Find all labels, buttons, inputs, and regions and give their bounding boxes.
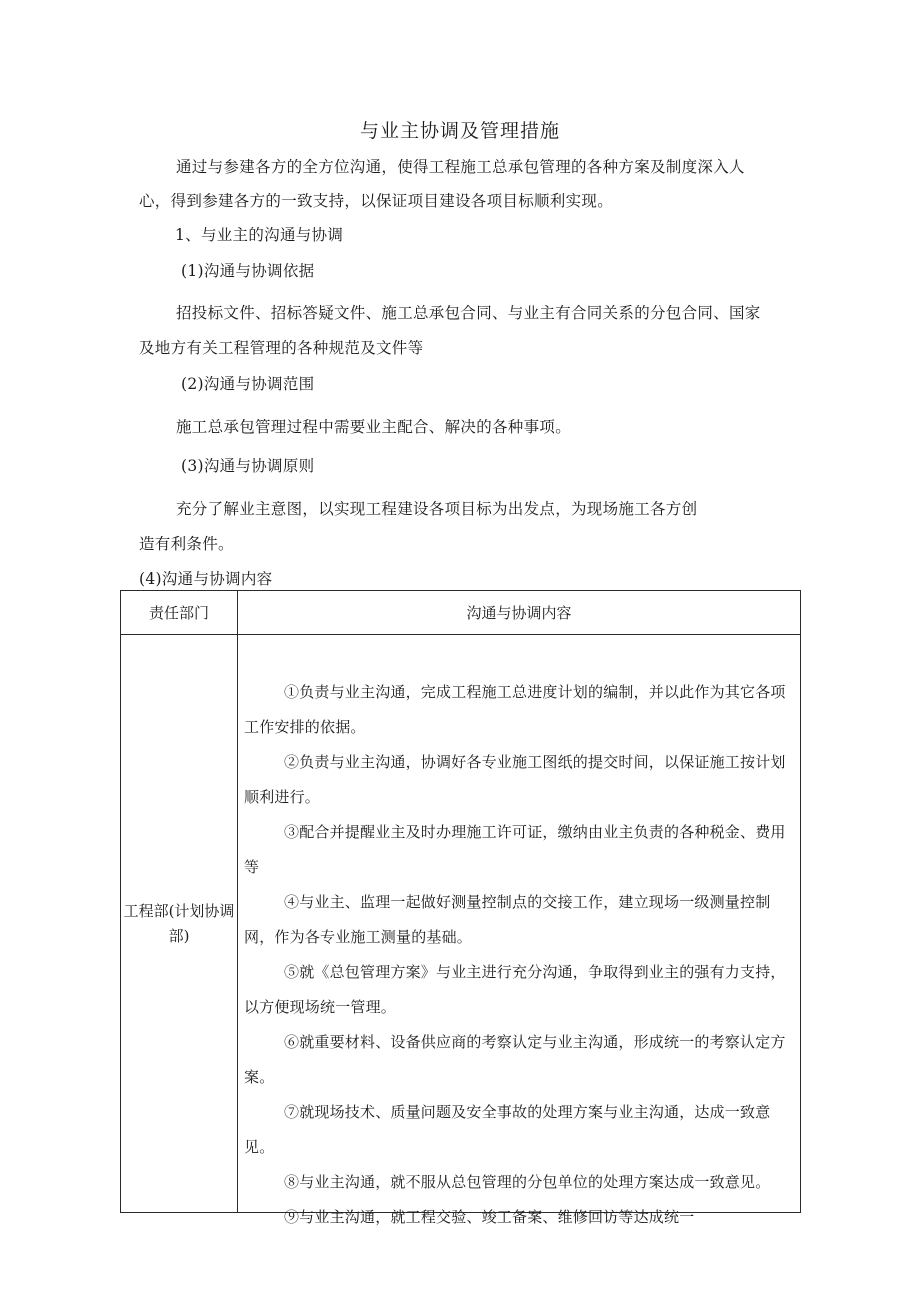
subsection-1-line-2: 及地方有关工程管理的各种规范及文件等 <box>139 339 424 357</box>
list-item: ④与业主、监理一起做好测量控制点的交接工作，建立现场一级测量控制网，作为各专业施工测量的基础。 <box>244 893 771 946</box>
table-row <box>121 635 801 1213</box>
document-title: 与业主协调及管理措施 <box>359 120 560 142</box>
subsection-2-heading: (2)沟通与协调范围 <box>181 375 315 393</box>
header-content: 沟通与协调内容 <box>238 591 801 635</box>
list-item: ⑥就重要材料、设备供应商的考察认定与业主沟通，形成统一的考察认定方案。 <box>244 1033 786 1086</box>
subsection-1-line-1: 招投标文件、招标答疑文件、施工总承包合同、与业主有合同关系的分包合同、国家 <box>176 304 761 322</box>
list-item: ⑦就现场技术、质量问题及安全事故的处理方案与业主沟通，达成一致意见。 <box>244 1103 771 1156</box>
content-list <box>238 635 800 1226</box>
table-header-row <box>121 591 801 635</box>
intro-line-1: 通过与参建各方的全方位沟通，使得工程施工总承包管理的各种方案及制度深入人 <box>176 158 745 176</box>
list-item: ③配合并提醒业主及时办理施工许可证，缴纳由业主负责的各种税金、费用等 <box>244 823 786 876</box>
subsection-2-text: 施工总承包管理过程中需要业主配合、解决的各种事项。 <box>176 418 572 436</box>
subsection-1-heading: (1)沟通与协调依据 <box>181 262 315 280</box>
coordination-table <box>120 590 801 1226</box>
list-item: ②负责与业主沟通，协调好各专业施工图纸的提交时间，以保证施工按计划顺利进行。 <box>244 753 786 806</box>
content-cell <box>238 635 801 1226</box>
list-item: ①负责与业主沟通，完成工程施工总进度计划的编制，并以此作为其它各项工作安排的依据。 <box>244 683 786 736</box>
department-cell: 工程部(计划协调部) <box>121 635 238 1213</box>
subsection-4-heading: (4)沟通与协调内容 <box>139 570 273 588</box>
list-item: ⑨与业主沟通，就工程交验、竣工备案、维修回访等达成统一 <box>284 1208 695 1226</box>
subsection-3-line-2: 造有利条件。 <box>139 535 234 553</box>
header-department: 责任部门 <box>121 591 238 635</box>
subsection-3-heading: (3)沟通与协调原则 <box>181 457 315 475</box>
list-item: ⑤就《总包管理方案》与业主进行充分沟通，争取得到业主的强有力支持，以方便现场统一管理。 <box>244 963 786 1016</box>
intro-line-2: 心，得到参建各方的一致支持，以保证项目建设各项目标顺利实现。 <box>139 192 614 210</box>
section-1-heading: 1、与业主的沟通与协调 <box>175 226 344 244</box>
subsection-3-line-1: 充分了解业主意图，以实现工程建设各项目标为出发点，为现场施工各方创 <box>176 500 698 518</box>
list-item: ⑧与业主沟通，就不服从总包管理的分包单位的处理方案达成一致意见。 <box>284 1173 771 1191</box>
